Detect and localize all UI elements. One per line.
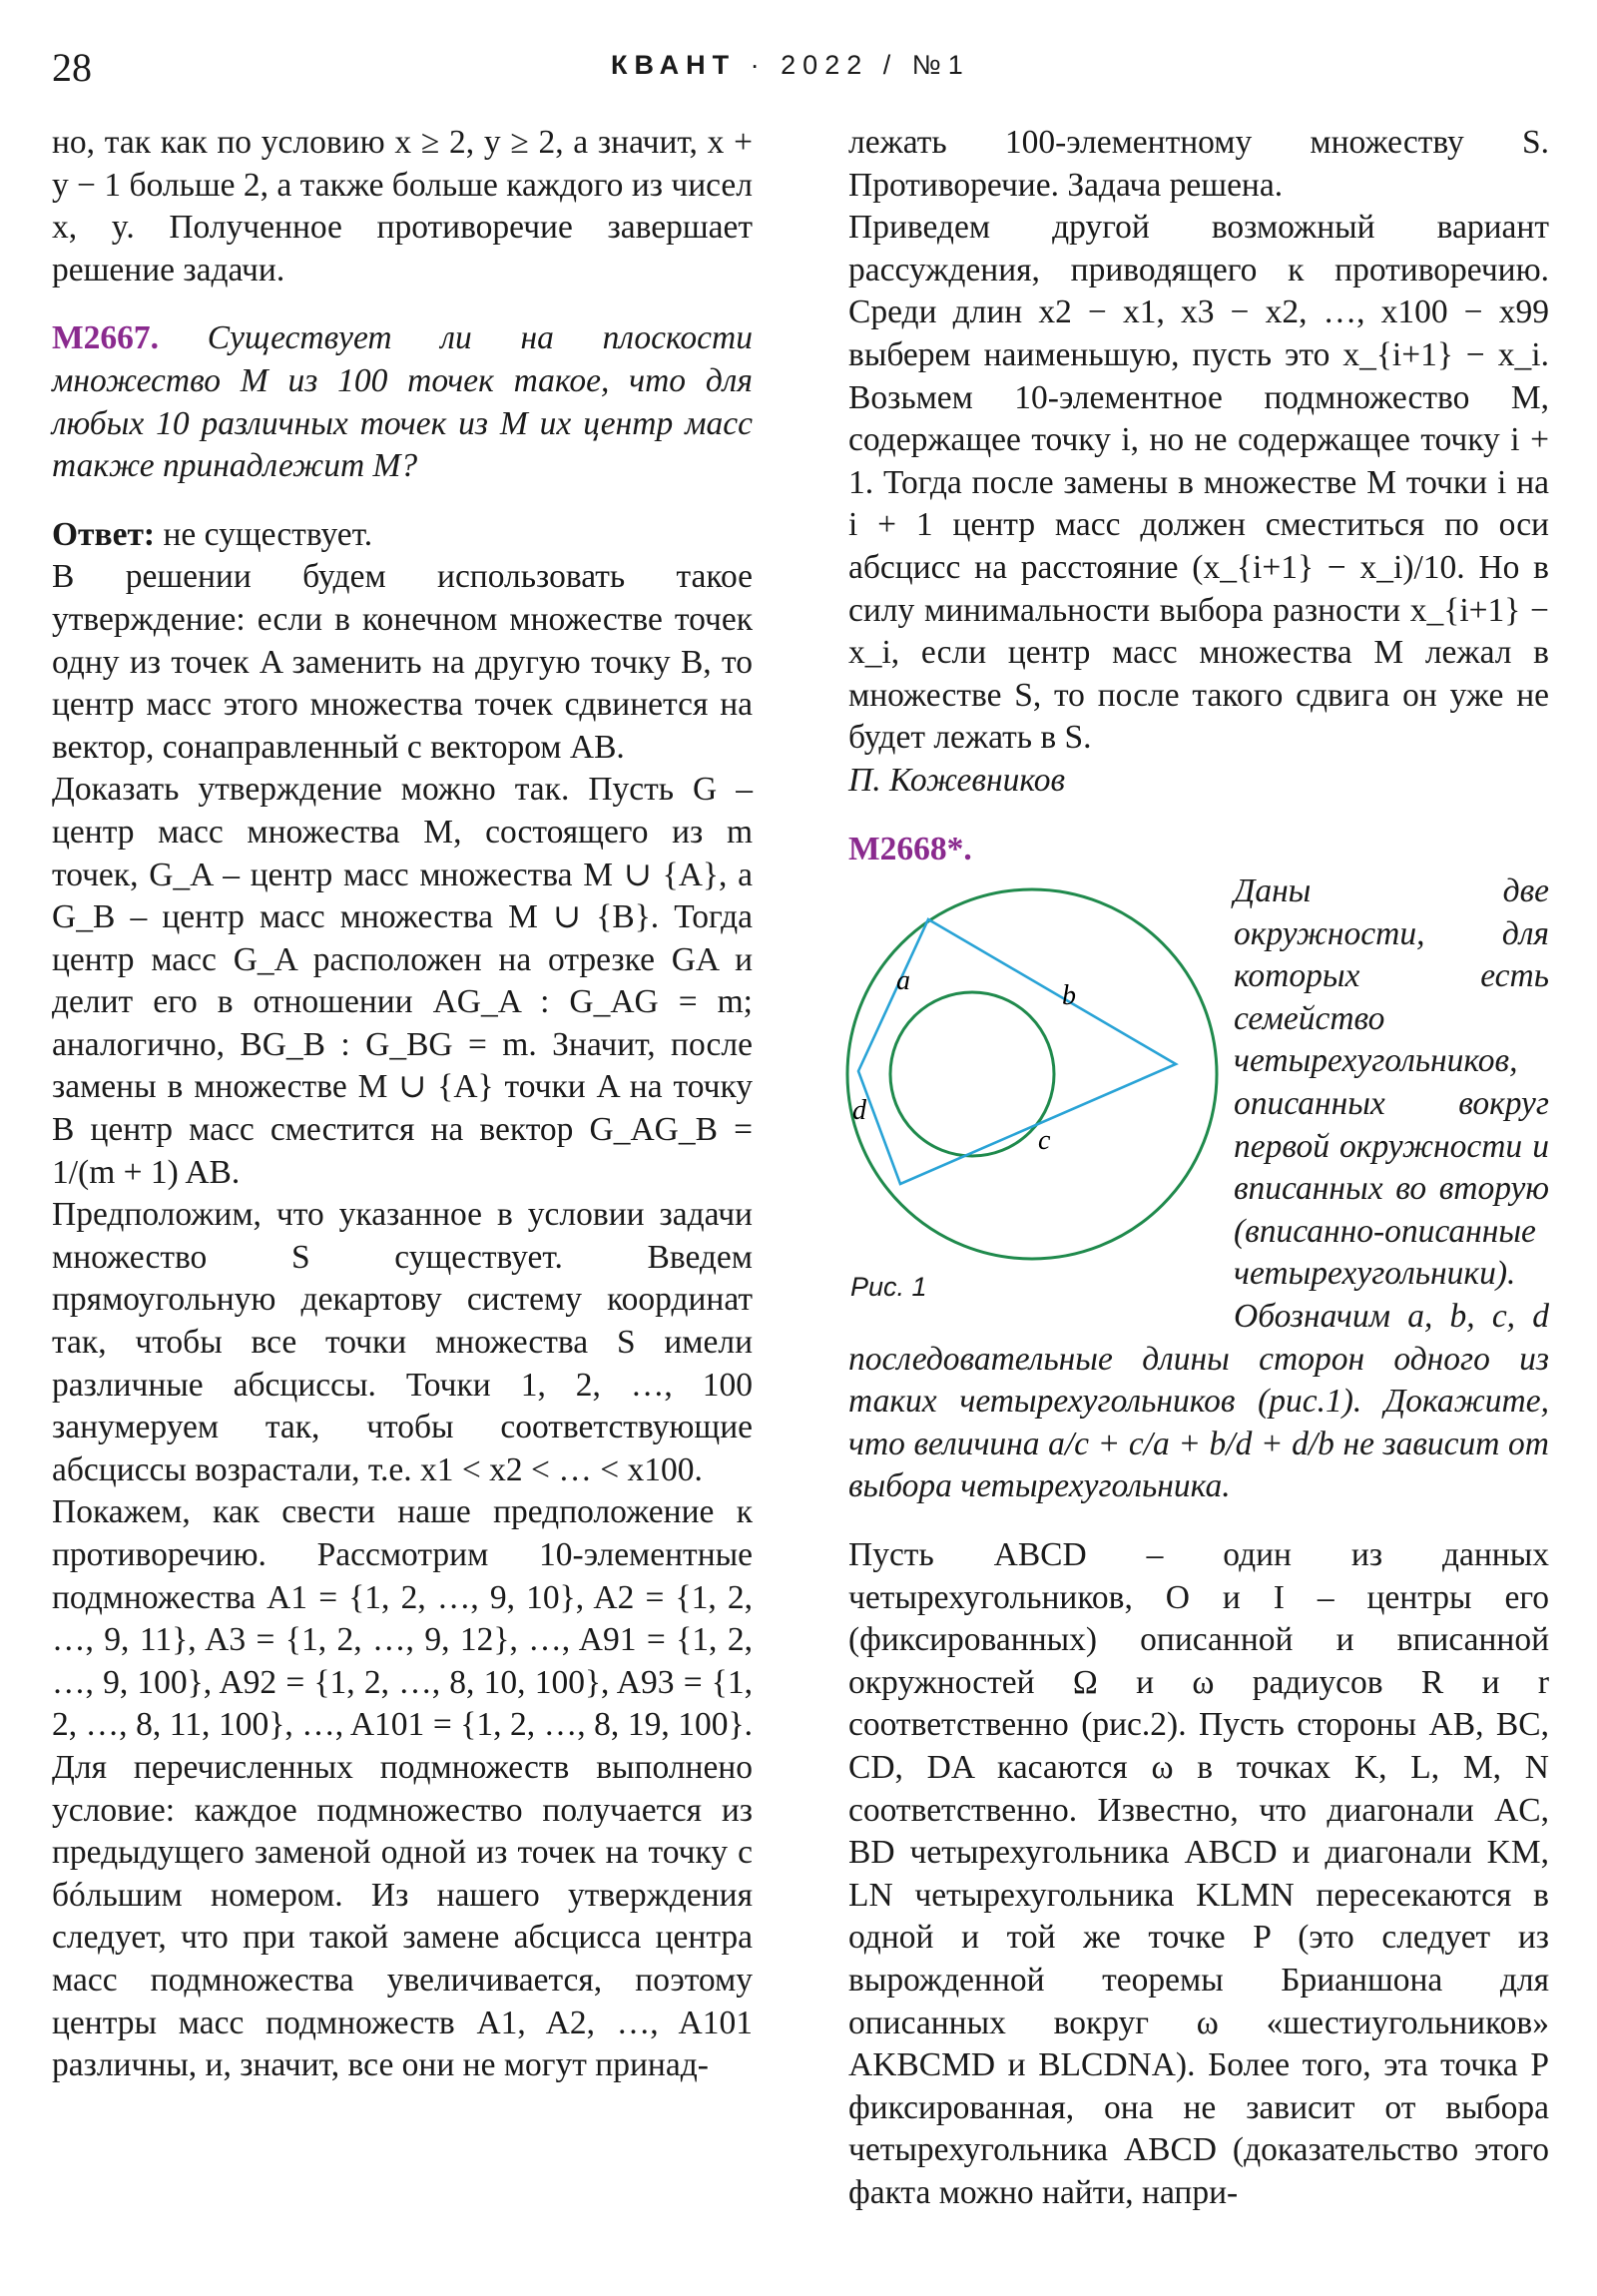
paragraph-contradiction: Покажем, как свести наше предположение к противоречию. Рассмотрим 10-элементные подмножества A1 = {1, 2, …, 9, 10}, A2 = {1, 2, …, 9, 11}, A3 = {1, 2, …, 9, 12}, …, A91 = {1, 2, …, 9, 100}, A92 = {1, 2, …, 8, 10, 100}, A93 = {1, 2, …, 8, 11, 100}, …, A101 = {1, 2, …, 8, 19, 100}. Для перечисленных подмножеств выполнено условие: каждое подмножество получается из предыдущего заменой одной из точек на точку с бóльшим номером. Из нашего утверждения следует, что при такой замене абсцисса центра масс подмножества увеличивается, поэтому центры масс подмножеств A1, A2, …, A101 различны, и, значит, все они не могут принад- bbox=[52, 1493, 753, 2084]
answer-label: Ответ: bbox=[52, 515, 156, 553]
paragraph-solution: Пусть ABCD – один из данных четырехугольников, O и I – центры его (фиксированных) описанной и вписанной окружностей Ω и ω радиусов R и r соответственно (рис.2). Пусть стороны AB, BC, CD, DA касаются ω в точках K, L, M, N соответственно. Известно, что диагонали AC, BD четырехугольника ABCD и диагонали KM, LN четырехугольника KLMN пересекаются в одной и той же точке P (это следует из вырожденной теоремы Брианшона для описанных вокруг ω «шестиугольников» AKBCMD и BLCDNA). Более того, эта точка P фиксированная, она не зависит от выбора четырехугольника ABCD (доказательство этого факта можно найти, напри- bbox=[848, 1536, 1549, 2211]
problem-statement: Даны две окружности, для которых есть семейство четырехугольников, описанных вокруг первой окружности и вписанных во вторую (вписанно-описанные четырехугольники). Обозначим a, b, c, d последовательные длины сторон одного из таких четырехугольников (рис.1). Докажите, что величина a/c + c/a + b/d + d/b не зависит от выбора четырехугольника. bbox=[848, 872, 1549, 1505]
problem-id: М2668*. bbox=[848, 830, 972, 867]
page-number: 28 bbox=[52, 45, 92, 90]
answer-text: не существует. bbox=[163, 515, 373, 553]
side-label-c: c bbox=[1038, 1125, 1051, 1157]
side-label-b: b bbox=[1062, 980, 1076, 1012]
left-column bbox=[52, 122, 753, 2087]
problem-statement: Существует ли на плоскости множество M из 100 точек такое, что для любых 10 различных точек из M их центр масс также принадлежит M? bbox=[52, 319, 753, 485]
problem-m2667 bbox=[52, 317, 753, 487]
running-header bbox=[611, 50, 970, 81]
circumcircle bbox=[847, 889, 1217, 1259]
paragraph-continuation: лежать 100-элементному множеству S. Противоречие. Задача решена. bbox=[848, 124, 1549, 204]
problem-m2668 bbox=[848, 829, 1549, 871]
paragraph-proof: Доказать утверждение можно так. Пусть G – центр масс множества M, состоящего из m точек, G_A – центр масс множества M ∪ {A}, а G_B – центр масс множества M ∪ {B}. Тогда центр масс G_A расположен на отрезке GA и делит его в отношении AG_A : G_AG = m; аналогично, BG_B : G_BG = m. Значит, после замены в множестве M ∪ {A} точки A на точку B центр масс сместится на вектор G_AG_B = 1/(m + 1) AB. bbox=[52, 771, 753, 1191]
issue-label: 2022 / №1 bbox=[781, 50, 970, 80]
problem-id: М2667. bbox=[52, 319, 159, 357]
figure-1 bbox=[842, 874, 1220, 1314]
paragraph-intro: но, так как по условию x ≥ 2, y ≥ 2, а значит, x + y − 1 больше 2, а также больше каждого из чисел x, y. Полученное противоречие завершает решение задачи. bbox=[52, 124, 753, 288]
paragraph-claim: В решении будем использовать такое утверждение: если в конечном множестве точек одну из точек A заменить на другую точку B, то центр масс этого множества точек сдвинется на вектор, сонаправленный с вектором AB. bbox=[52, 558, 753, 766]
magazine-title: КВАНТ bbox=[611, 50, 737, 80]
paragraph-alternative: Приведем другой возможный вариант рассуждения, приводящего к противоречию. Среди длин x2 − x1, x3 − x2, …, x100 − x99 выберем наименьшую, пусть это x_{i+1} − x_i. Возьмем 10-элементное подмножество M, содержащее точку i, но не содержащее точку i + 1. Тогда после замены в множестве M точки i на i + 1 центр масс должен сместиться по оси абсцисс на расстояние (x_{i+1} − x_i)/10. Но в силу минимальности выбора разности x_{i+1} − x_i, если центр масс множества M лежал в множестве S, то после такого сдвига он уже не будет лежать в S. bbox=[848, 209, 1549, 757]
figure-1-diagram bbox=[842, 874, 1220, 1264]
paragraph-assumption: Предположим, что указанное в условии задачи множество S существует. Введем прямоугольную декартову систему координат так, чтобы все точки множества S имели различные абсциссы. Точки 1, 2, …, 100 занумеруем так, чтобы соответствующие абсциссы возрастали, т.е. x1 < x2 < … < x100. bbox=[52, 1196, 753, 1488]
author: П. Кожевников bbox=[848, 761, 1066, 799]
figure-caption: Рис. 1 bbox=[850, 1272, 927, 1303]
right-column bbox=[848, 122, 1549, 2215]
incircle bbox=[890, 992, 1054, 1156]
answer bbox=[52, 514, 753, 557]
side-label-a: a bbox=[896, 965, 910, 997]
header-separator: · bbox=[750, 50, 767, 80]
side-label-d: d bbox=[852, 1095, 866, 1127]
